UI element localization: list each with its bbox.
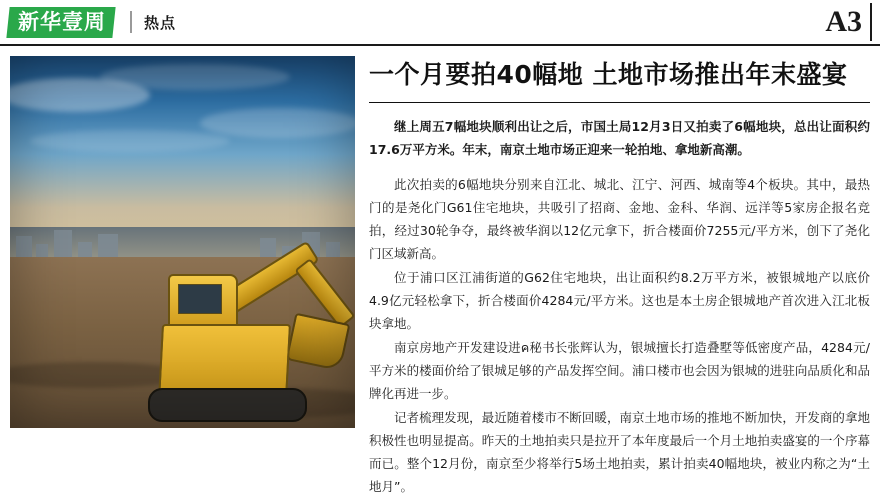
- section-label: 热点: [144, 13, 177, 32]
- article-content: [0, 46, 880, 494]
- masthead: [0, 0, 880, 46]
- article-paragraph: 记者梳理发现，最近随着楼市不断回暖，南京土地市场的推地不断加快，开发商的拿地积极性也明显提高。昨天的土地拍卖只是拉开了本年度最后一个月土地拍卖盛宴的一个序幕而已。整个12月份，南京至少将举行5场土地拍卖，累计拍卖40幅地块，被业内称之为“土地月”。: [369, 410, 870, 494]
- article-paragraph: 南京房地产开发建设进ค秘书长张辉认为，银城擅长打造叠墅等低密度产品，4284元/平方米的楼面价给了银城足够的产品发挥空间。浦口楼市也会因为银城的进驻向品质化和品牌化再进一步。: [369, 340, 870, 401]
- photo-cloud: [30, 130, 230, 152]
- logo-block: [0, 7, 176, 38]
- page-number-rule: [870, 3, 872, 41]
- photo-cloud: [200, 108, 355, 138]
- page-number-block: [782, 1, 872, 41]
- article-lede: 继上周五7幅地块顺利出让之后，市国土局12月3日又拍卖了6幅地块，总出让面积约17.6万平方米。年末，南京土地市场正迎来一轮拍地、拿地新高潮。: [369, 119, 870, 157]
- headline-rule: [369, 102, 870, 103]
- page-number: A3: [825, 5, 862, 38]
- article-headline: 一个月要拍40幅地 土地市场推出年末盛宴: [369, 60, 848, 89]
- logo-divider: [130, 11, 132, 33]
- publication-logo: [6, 7, 115, 38]
- photo-excavator-window: [178, 284, 222, 314]
- photo-cloud: [100, 64, 290, 90]
- photo-column: [10, 56, 355, 442]
- photo-excavator-tracks: [148, 388, 307, 422]
- article-photo: [10, 56, 355, 428]
- publication-logo-text: 新华壹周: [18, 9, 107, 34]
- article-paragraph: 此次拍卖的6幅地块分别来自江北、城北、江宁、河西、城南等4个板块。其中，最热门的是尧化门G61住宅地块，共吸引了招商、金地、金科、华润、远洋等5家房企报名竞拍，经过30轮争夺，最终被华润以12亿元拿下，折合楼面价7255元/平方米，创下了尧化门区域新高。: [369, 177, 870, 261]
- article-paragraph: 位于浦口区江浦街道的G62住宅地块，出让面积约8.2万平方米，被银城地产以底价4.9亿元轻松拿下，折合楼面价4284元/平方米。这也是本土房企银城地产首次进入江北板块拿地。: [369, 270, 870, 331]
- text-column: [355, 56, 870, 494]
